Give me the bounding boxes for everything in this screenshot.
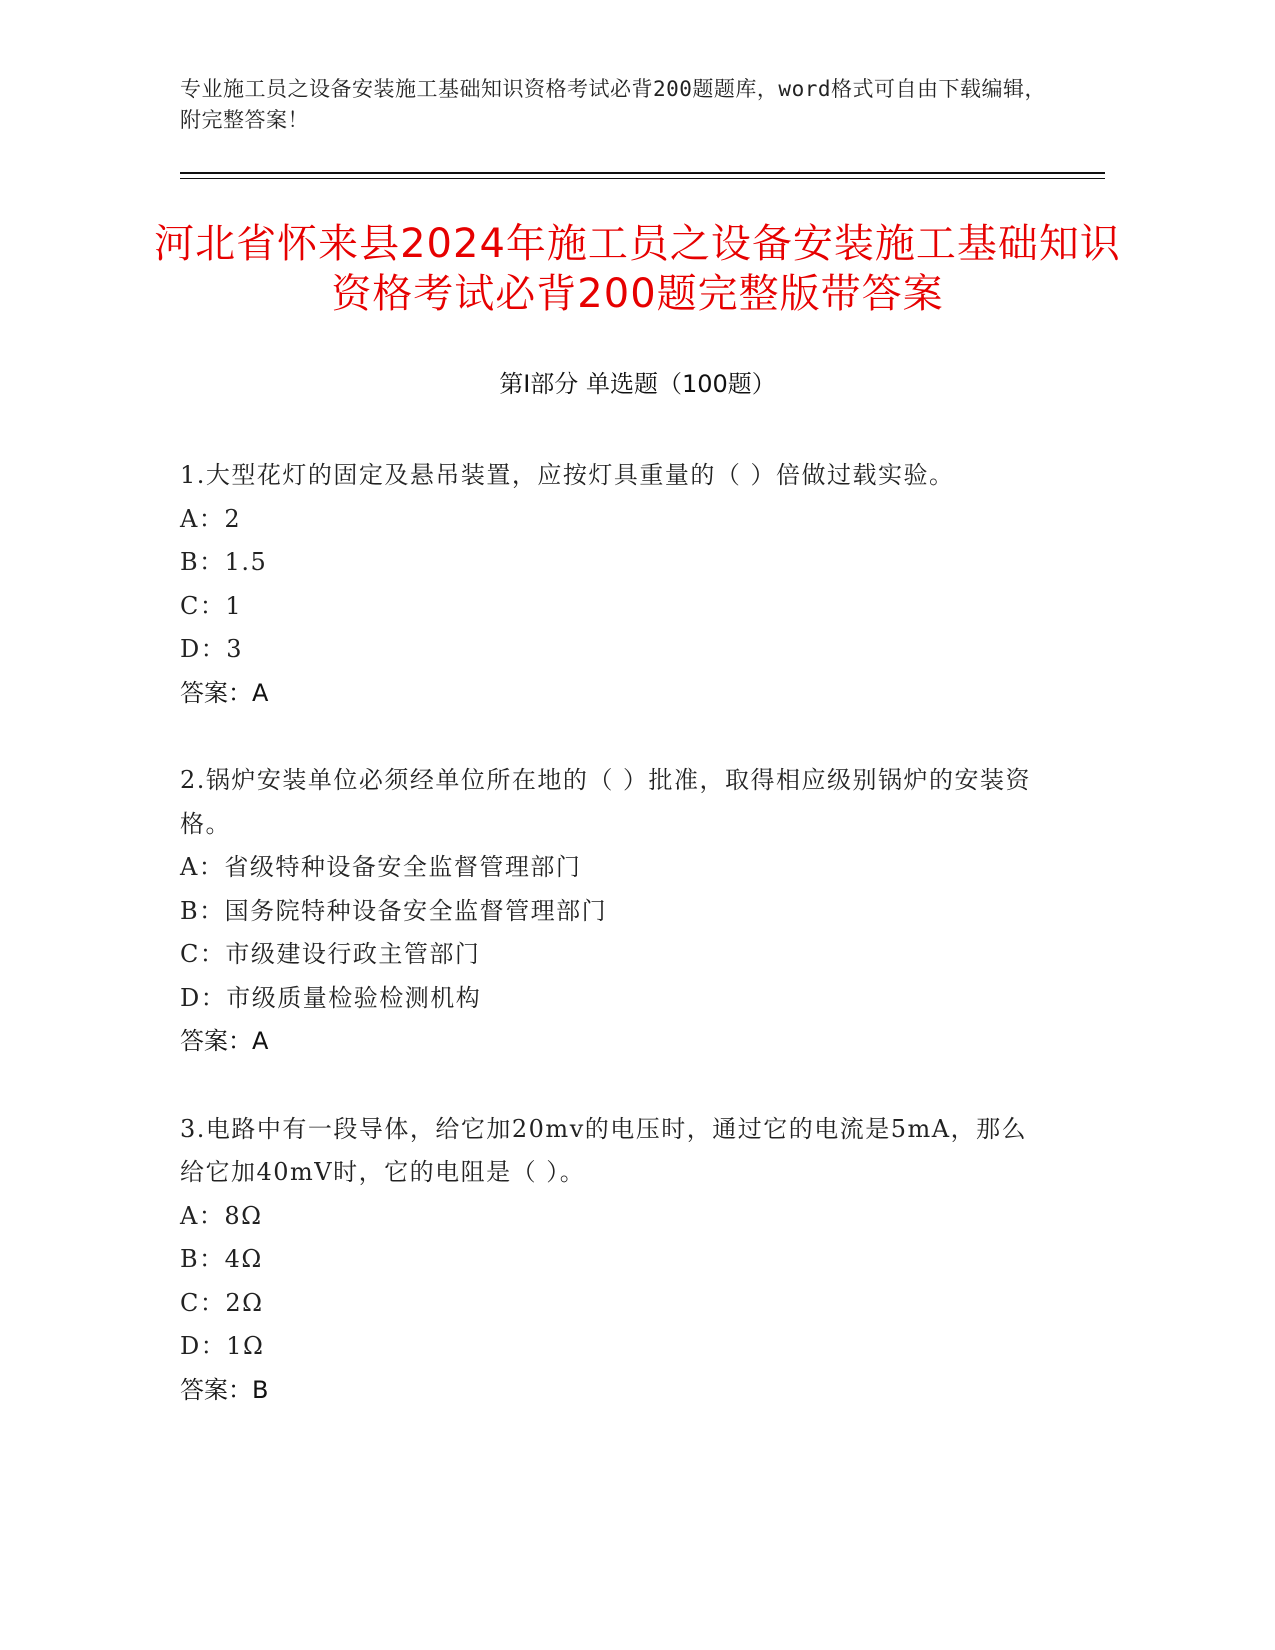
question-stem: 2.锅炉安装单位必须经单位所在地的（ ）批准，取得相应级别锅炉的安装资格。 xyxy=(180,766,1032,838)
answer: 答案：A xyxy=(180,678,269,707)
option-b: B：4Ω xyxy=(180,1245,263,1273)
option-d: D：1Ω xyxy=(180,1332,265,1360)
question-3 xyxy=(180,1108,1040,1413)
option-b: B：国务院特种设备安全监督管理部门 xyxy=(180,896,608,925)
option-a: A：省级特种设备安全监督管理部门 xyxy=(180,853,582,881)
question-1 xyxy=(180,454,1040,715)
option-c: C：1 xyxy=(180,591,243,620)
header-divider-thin xyxy=(180,178,1105,179)
question-list xyxy=(180,454,1040,1456)
option-d: D：市级质量检验检测机构 xyxy=(180,983,482,1012)
header-divider-thick xyxy=(180,172,1105,174)
question-stem: 1.大型花灯的固定及悬吊装置，应按灯具重量的（ ）倍做过载实验。 xyxy=(180,461,955,489)
question-2 xyxy=(180,759,1040,1064)
option-a: A：8Ω xyxy=(180,1201,263,1230)
answer: 答案：A xyxy=(180,1027,269,1055)
section-heading: 第Ⅰ部分 单选题（100题） xyxy=(499,370,776,398)
option-c: C：2Ω xyxy=(180,1288,264,1317)
option-a: A：2 xyxy=(180,504,242,533)
header-note: 专业施工员之设备安装施工基础知识资格考试必背200题题库，word格式可自由下载编辑，附完整答案！ xyxy=(180,77,1046,132)
question-stem: 3.电路中有一段导体，给它加20mv的电压时，通过它的电流是5mA，那么给它加40mV时，它的电阻是（ ）。 xyxy=(180,1114,1028,1186)
document-title: 河北省怀来县2024年施工员之设备安装施工基础知识资格考试必背200题完整版带答案 xyxy=(154,221,1121,317)
option-c: C：市级建设行政主管部门 xyxy=(180,940,481,968)
option-d: D：3 xyxy=(180,635,244,663)
answer: 答案：B xyxy=(180,1375,269,1404)
option-b: B：1.5 xyxy=(180,548,268,576)
